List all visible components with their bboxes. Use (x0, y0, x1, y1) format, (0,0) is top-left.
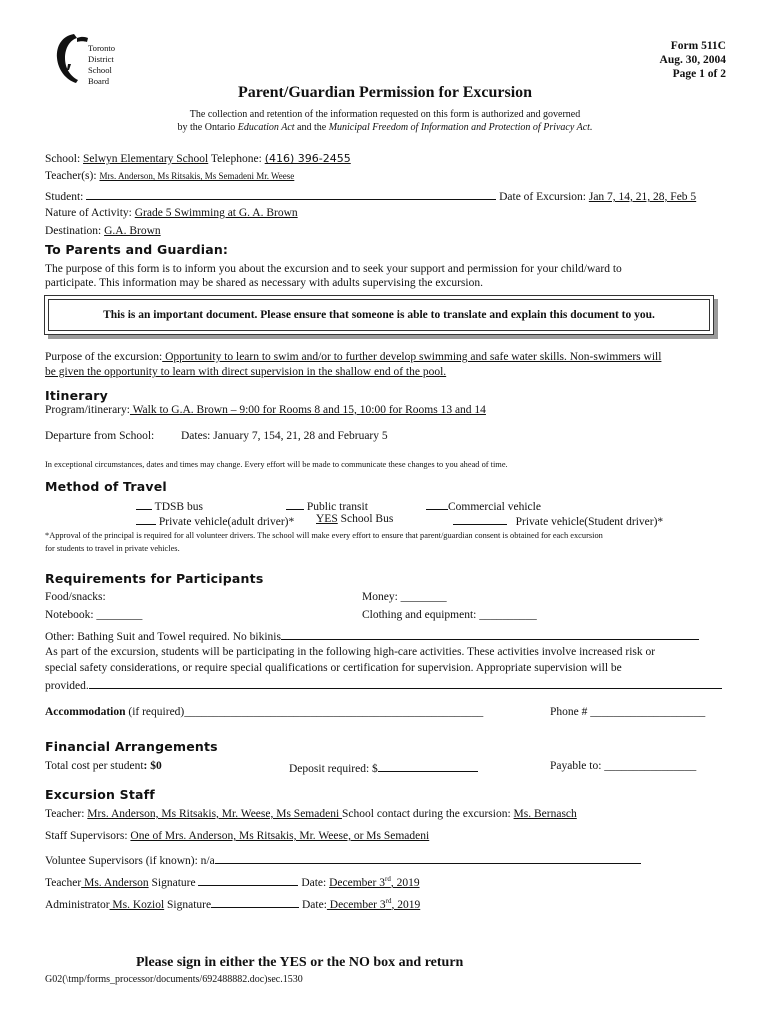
food-field[interactable]: Food/snacks: (45, 591, 106, 603)
intro-line-1: The collection and retention of the information requested on this form is authorized and governed (189, 109, 581, 120)
school-bus-mark: YES (316, 513, 338, 525)
travel-option-commercial[interactable]: Commercial vehicle (426, 498, 541, 513)
departure-label: Departure from School: (45, 430, 155, 442)
excursion-date-value: Jan 7, 14, 21, 28, Feb 5 (588, 191, 697, 203)
high-care-line-1: As part of the excursion, students will be participating in the following high-care activities. These activities involve increased risk or (45, 646, 656, 658)
destination-row: Destination: G.A. Brown (45, 225, 161, 237)
student-row: Student: Date of Excursion: Jan 7, 14, 21, 28, Feb 5 (45, 188, 696, 203)
volunteer-row[interactable]: Voluntee Supervisors (if known): n/a (45, 852, 641, 867)
student-field[interactable] (86, 188, 496, 200)
program-row: Program/itinerary: Walk to G.A. Brown – 9:00 for Rooms 8 and 15, 10:00 for Rooms 13 and 14 (45, 404, 486, 416)
high-care-line-2: special safety considerations, or require special qualifications or certification for supervision. Appropriate supervision will be (45, 662, 622, 674)
page-number: Page 1 of 2 (672, 68, 726, 80)
cost-value: : $0 (143, 760, 162, 772)
nature-value: Grade 5 Swimming at G. A. Brown (134, 207, 298, 219)
form-meta (660, 39, 726, 81)
travel-note-2: for students to travel in private vehicles. (45, 544, 180, 553)
page-title: Parent/Guardian Permission for Excursion (237, 84, 533, 101)
staff-heading: Excursion Staff (45, 787, 155, 802)
deposit-field[interactable]: Deposit required: $ (289, 760, 478, 775)
intro-line-2: by the Ontario Education Act and the Municipal Freedom of Information and Protection of Privacy Act. (177, 122, 593, 133)
travel-note-1: *Approval of the principal is required for all volunteer drivers. The school will make every effort to ensure that parent/guardian consent is obtained for each excursion (45, 531, 603, 540)
purpose-line-1: Purpose of the excursion: Opportunity to learn to swim and/or to further develop swimming and safe water skills. Non-swimmers will (45, 351, 662, 363)
cost-row: Total cost per student: $0 (45, 760, 162, 772)
destination-value: G.A. Brown (104, 225, 161, 237)
telephone-value: (416) 396-2455 (264, 152, 351, 165)
nature-row: Nature of Activity: Grade 5 Swimming at G. A. Brown (45, 207, 298, 219)
travel-option-private-adult[interactable]: Private vehicle(adult driver)* (136, 513, 294, 528)
high-care-line-3: provided. (45, 677, 722, 692)
important-notice-box (44, 295, 714, 335)
school-value: Selwyn Elementary School (83, 153, 209, 165)
travel-option-tdsb-bus[interactable]: TDSB bus (136, 498, 203, 513)
phone-field[interactable]: Phone # ____________________ (550, 706, 706, 718)
travel-option-public-transit[interactable]: Public transit (286, 498, 368, 513)
logo-text: Toronto District School Board (88, 43, 116, 86)
itinerary-note: In exceptional circumstances, dates and times may change. Every effort will be made to communicate these changes to you ahead of time. (45, 460, 508, 469)
requirements-heading: Requirements for Participants (45, 571, 264, 586)
supervisors-row: Staff Supervisors: One of Mrs. Anderson, Ms Ritsakis, Mr. Weese, or Ms Semadeni (45, 830, 430, 842)
clothing-field[interactable]: Clothing and equipment: __________ (362, 609, 537, 621)
parents-line-2: participate. This information may be shared as necessary with adults supervising the excursion. (45, 277, 483, 289)
travel-option-private-student[interactable]: Private vehicle(Student driver)* (453, 513, 663, 528)
travel-heading: Method of Travel (45, 479, 167, 494)
form-number: Form 511C (670, 40, 726, 52)
purpose-line-2: be given the opportunity to learn with direct supervision in the shallow end of the pool. (45, 366, 447, 378)
sign-note: Please sign in either the YES or the NO box and return (136, 955, 464, 970)
teacher-row: Teacher: Mrs. Anderson, Ms Ritsakis, Mr. Weese, Ms Semadeni School contact during the excursion: Ms. Bernasch (45, 808, 577, 820)
money-field[interactable]: Money: ________ (362, 591, 447, 603)
teacher-signature-row[interactable]: Teacher Ms. Anderson Signature Date: December 3rd, 2019 (45, 875, 420, 889)
payable-field[interactable]: Payable to: ________________ (550, 760, 697, 772)
important-notice: This is an important document. Please ensure that someone is able to translate and explain this document to you. (48, 299, 710, 331)
school-row: School: Selwyn Elementary School Telephone: (416) 396-2455 (45, 152, 351, 165)
other-row: Other: Bathing Suit and Towel required. No bikinis (45, 628, 699, 643)
accommodation-field[interactable]: Accommodation (if required)____________________________________________________ (45, 706, 484, 718)
document-path: G02(\tmp/forms_processor/documents/692488882.doc)sec.1530 (45, 974, 303, 985)
admin-signature-row[interactable]: Administrator Ms. Koziol Signature Date: December 3rd, 2019 (45, 897, 421, 911)
parents-heading: To Parents and Guardian: (45, 242, 229, 257)
parents-line-1: The purpose of this form is to inform you about the excursion and to seek your support and permission for your child/ward to (45, 263, 622, 275)
form-date: Aug. 30, 2004 (659, 54, 726, 66)
financial-heading: Financial Arrangements (45, 739, 218, 754)
travel-option-school-bus[interactable]: YES School Bus (316, 513, 394, 525)
teachers-row: Teacher(s): Mrs. Anderson, Ms Ritsakis, Ms Semadeni Mr. Weese (45, 170, 295, 182)
teachers-value: Mrs. Anderson, Ms Ritsakis, Ms Semadeni Mr. Weese (99, 171, 295, 181)
itinerary-heading: Itinerary (45, 388, 108, 403)
notebook-field[interactable]: Notebook: ________ (45, 609, 143, 621)
departure-value: Dates: January 7, 154, 21, 28 and February 5 (181, 430, 388, 442)
